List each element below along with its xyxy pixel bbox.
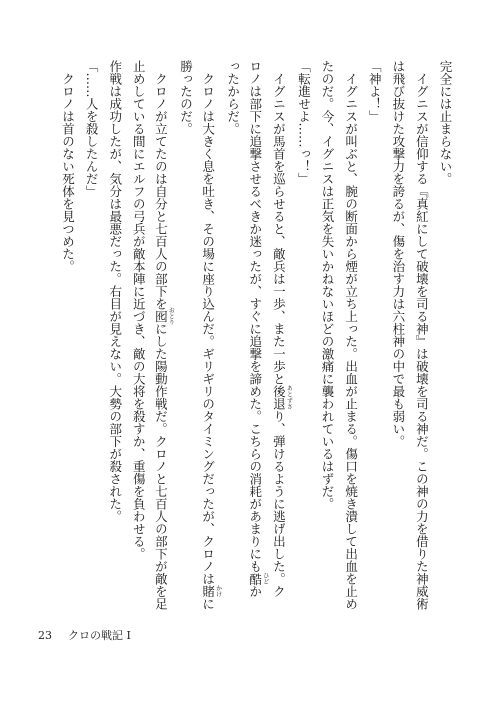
ruby-annotation	[153, 307, 175, 326]
text-line	[174, 60, 198, 610]
text-line	[292, 60, 316, 610]
text-line	[410, 60, 434, 610]
body-text	[56, 60, 457, 610]
text-line	[127, 60, 151, 610]
text-run: 止めしている間にエルフの弓兵が敵本陣に近づき、敵の大将を殺すか、重傷を負わせる。	[131, 60, 147, 560]
ruby-reading: かけ	[214, 585, 222, 598]
text-line	[221, 60, 245, 610]
text-run: にした陽動作戦だ。クロノと七百人の部下が敵を足	[153, 322, 169, 610]
text-run: イグニスが馬首を巡らせると、敵兵は一歩、また一歩と	[271, 60, 287, 385]
text-run: イグニスが叫ぶと、腕の断面から煙が立ち上った。出血が止まる。傷口を焼き潰して出血を止め	[343, 60, 359, 610]
text-run: は飛び抜けた攻撃力を誇るが、傷を治す力は六柱神の中で最も弱い。	[390, 60, 406, 448]
text-run: 完全には止まらない。	[438, 60, 453, 185]
text-run: イグニスが信仰する『真紅にして破壊を司る神』は破壊を司る神だ。この神の力を借りた神威術	[414, 60, 430, 610]
text-run: 「……人を殺したんだ」	[84, 60, 100, 198]
text-line	[150, 60, 174, 610]
text-line	[386, 60, 410, 610]
ruby-base: 囮	[153, 307, 169, 326]
text-line	[268, 60, 292, 610]
text-run: ロノは部下に追撃させるべきか迷ったが、すぐに追撃を諦めた。こちらの消耗があまりにも	[247, 60, 263, 573]
text-line	[315, 60, 339, 610]
text-run: 勝ったのだ。	[178, 60, 194, 135]
text-run: り、弾けるように逃げ出した。ク	[271, 410, 287, 598]
text-line	[433, 60, 457, 610]
text-run: クロノが立てたのは自分と七百人の部下を	[153, 60, 169, 310]
ruby-annotation	[247, 572, 269, 586]
ruby-reading: おとり	[167, 307, 175, 326]
text-line	[245, 60, 269, 610]
text-run: たのだ。今、イグニスは正気を失いかねないほどの激痛に襲われているはずだ。	[320, 60, 336, 510]
ruby-reading: あとずさ	[285, 385, 293, 410]
text-run: に	[200, 597, 216, 610]
text-run: 「神よ！」	[367, 60, 383, 123]
ruby-base: 酷	[247, 572, 263, 585]
text-line	[56, 60, 80, 610]
text-line	[363, 60, 387, 610]
page-number: 23	[38, 629, 52, 642]
ruby-reading: ひど	[261, 572, 269, 585]
ruby-annotation	[271, 385, 293, 410]
ruby-base: 賭	[200, 585, 216, 598]
text-line	[80, 60, 104, 610]
text-run: 「転進せよ……っ！」	[296, 60, 312, 185]
text-line	[197, 60, 221, 610]
text-run: ったからだ。	[225, 60, 241, 135]
page-footer	[38, 627, 131, 643]
text-run: 作戦は成功したが、気分は最悪だった。右目が見えない。大勢の部下が殺された。	[107, 60, 123, 523]
ruby-annotation	[200, 585, 222, 598]
text-run: クロノは首のない死体を見つめた。	[60, 60, 76, 273]
text-run: か	[247, 585, 263, 598]
ruby-base: 後退	[271, 385, 287, 410]
text-line	[339, 60, 363, 610]
text-line	[103, 60, 127, 610]
running-title: クロの戦記 I	[68, 629, 131, 642]
text-run: クロノは大きく息を吐き、その場に座り込んだ。ギリギリのタイミングだったが、クロノは	[200, 60, 216, 585]
